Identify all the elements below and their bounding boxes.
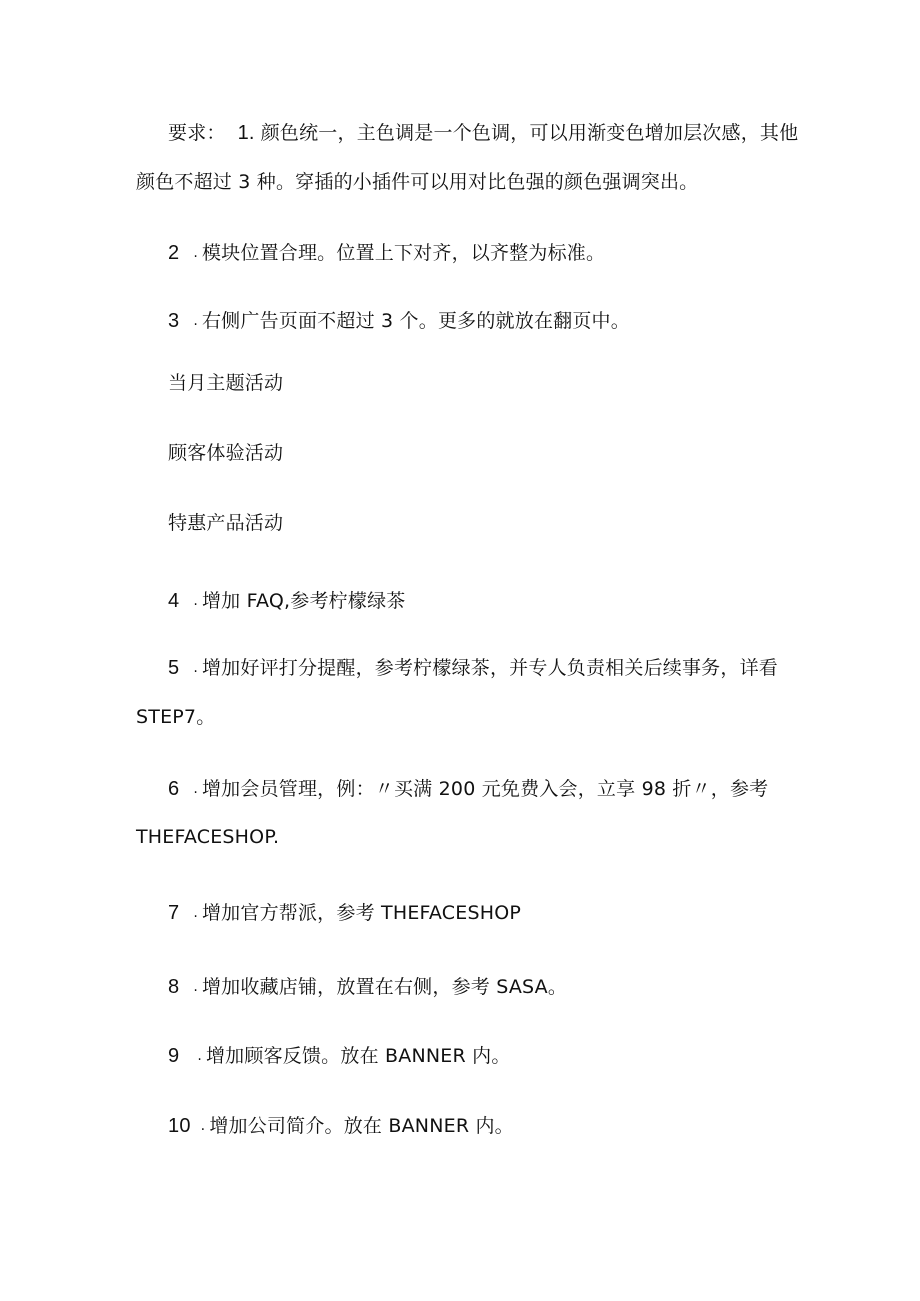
item-5-number: 5	[168, 657, 180, 679]
item-4-dot: .	[193, 593, 198, 609]
item-9-number: 9	[168, 1045, 180, 1067]
item-2-number: 2	[168, 242, 180, 264]
item-6-text-part-2: THEFACESHOP.	[136, 826, 280, 848]
item-5-dot: .	[193, 660, 198, 676]
item-7-dot: .	[193, 905, 198, 921]
item-4	[168, 589, 405, 613]
item-6-number: 6	[168, 778, 180, 800]
item-5-line-1	[168, 656, 778, 680]
item-8	[168, 975, 567, 999]
item-1-line-2	[136, 170, 698, 194]
item-5-line-2	[136, 705, 215, 729]
item-7	[168, 901, 521, 925]
sub-item-special-offer	[168, 511, 283, 535]
item-10-number: 10	[168, 1115, 191, 1137]
item-4-number: 4	[168, 590, 180, 612]
sub-item-3-text: 特惠产品活动	[168, 512, 284, 534]
item-1-text-part-2: 颜色不超过 3 种。穿插的小插件可以用对比色强的颜色强调突出。	[136, 171, 699, 193]
item-3-text: 右侧广告页面不超过 3 个。更多的就放在翻页中。	[201, 310, 630, 332]
sub-item-monthly-theme	[168, 371, 283, 395]
item-6-dot: .	[193, 781, 198, 797]
sub-item-2-text: 顾客体验活动	[168, 442, 284, 464]
item-7-number: 7	[168, 902, 180, 924]
item-7-text: 增加官方帮派，参考 THEFACESHOP	[201, 902, 522, 924]
item-3-number: 3	[168, 310, 180, 332]
item-9-text: 增加顾客反馈。放在 BANNER 内。	[205, 1045, 511, 1067]
item-1-number: 1.	[237, 122, 255, 144]
item-1-line-1	[168, 121, 798, 145]
item-2-text: 模块位置合理。位置上下对齐，以齐整为标准。	[201, 242, 606, 264]
item-10-dot: .	[200, 1118, 206, 1134]
item-8-text: 增加收藏店铺，放置在右侧，参考 SASA。	[201, 976, 568, 998]
item-3	[168, 309, 630, 333]
item-2-dot: .	[193, 245, 198, 261]
item-8-number: 8	[168, 976, 180, 998]
item-10-text: 增加公司简介。放在 BANNER 内。	[209, 1115, 514, 1137]
item-6-text-part-1: 增加会员管理，例：〃买满 200 元免费入会，立享 98 折〃，参考	[201, 778, 769, 800]
requirement-label: 要求：	[168, 122, 226, 144]
sub-item-customer-experience	[168, 441, 283, 465]
item-8-dot: .	[193, 979, 198, 995]
item-9	[168, 1044, 511, 1068]
item-10	[168, 1114, 514, 1138]
item-2	[168, 241, 605, 265]
item-4-text: 增加 FAQ,参考柠檬绿茶	[201, 590, 406, 612]
item-1-text-part-1: 颜色统一，主色调是一个色调，可以用渐变色增加层次感，其他	[260, 122, 799, 144]
item-6-line-1	[168, 777, 768, 801]
item-5-text-part-2: STEP7。	[136, 706, 216, 728]
item-9-dot: .	[197, 1048, 202, 1064]
item-3-dot: .	[193, 313, 198, 329]
item-5-text-part-1: 增加好评打分提醒，参考柠檬绿茶，并专人负责相关后续事务，详看	[201, 657, 778, 679]
item-6-line-2	[136, 825, 279, 849]
sub-item-1-text: 当月主题活动	[168, 372, 284, 394]
